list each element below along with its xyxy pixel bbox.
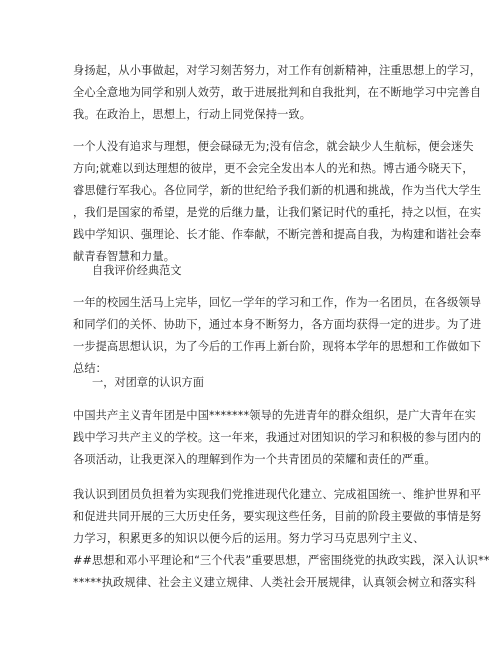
text-line: 各项活动，让我更深入的理解到作为一个共青团员的荣耀和责任的严重。: [73, 453, 436, 466]
text-line: 方向;就难以到达理想的彼岸，更不会完全发出本人的光和热。博古通今晓天下，: [73, 162, 474, 175]
paragraph-3: [73, 292, 482, 380]
text-line: 一步提高思想认识，为了今后的工作再上新台阶，现将本学年的思想和工作做如下: [73, 340, 482, 353]
text-line: 全心全意地为同学和别人效劳，敢于进展批判和自我批判，在不断地学习中完善自: [73, 86, 482, 99]
paragraph-4: [73, 405, 482, 471]
text-line: 献青春智慧和力量。: [73, 250, 176, 263]
text-line: 一个人没有追求与理想，便会碌碌无为;没有信念，就会缺少人生航标，便会迷失: [73, 140, 474, 153]
text-line: 践中学习共产主义的学校。这一年来，我通过对团知识的学习和积极的参与团内的: [73, 431, 482, 444]
section-heading: 一，对团章的认识方面: [92, 376, 204, 389]
paragraph-2: [73, 136, 482, 268]
text-line: 我认识到团员负担着为实现我们党推进现代化建立、完成祖国统一、维护世界和平: [73, 488, 482, 501]
text-line: 力学习，积累更多的知识以便今后的运用。努力学习马克思列宁主义、: [73, 532, 425, 545]
text-line: 中国共产主义青年团是中国*******领导的先进青年的群众组织，是广大青年在实: [73, 409, 477, 422]
paragraph-1: [73, 60, 482, 126]
text-line: 身扬起，从小事做起，对学习刻苦努力，对工作有创新精神，注重思想上的学习，: [73, 64, 482, 77]
text-line: 总结：: [73, 362, 108, 375]
text-line: ##思想和邓小平理论和“三个代表”重要思想，严密围绕党的执政实践，深入认识**: [73, 554, 490, 567]
text-line: 我。在政治上，思想上，行动上同党保持一致。: [73, 108, 312, 121]
text-line: 践中学知识、强理论、长才能、作奉献，不断完善和提高自我，为构建和谐社会奉: [73, 228, 482, 241]
paragraph-5: [73, 484, 490, 594]
text-line: 一年的校园生活马上完毕，回忆一学年的学习和工作，作为一名团员，在各级领导: [73, 296, 482, 309]
text-line: 睿思健行军我心。各位同学，新的世纪给予我们新的机遇和挑战，作为当代大学生: [73, 184, 482, 197]
sample-essay-title: 自我评价经典范文: [92, 264, 182, 277]
text-line: ，我们是国家的希望，是党的后继力量，让我们紧记时代的重托，持之以恒，在实: [73, 206, 482, 219]
text-line: *****执政规律、社会主义建立规律、人类社会开展规律，认真领会树立和落实科: [73, 576, 476, 589]
text-line: 和同学们的关怀、协助下，通过本身不断努力，各方面均获得一定的进步。为了进: [73, 318, 482, 331]
text-line: 和促进共同开展的三大历史任务，要实现这些任务，目前的阶段主要做的事情是努: [73, 510, 482, 523]
